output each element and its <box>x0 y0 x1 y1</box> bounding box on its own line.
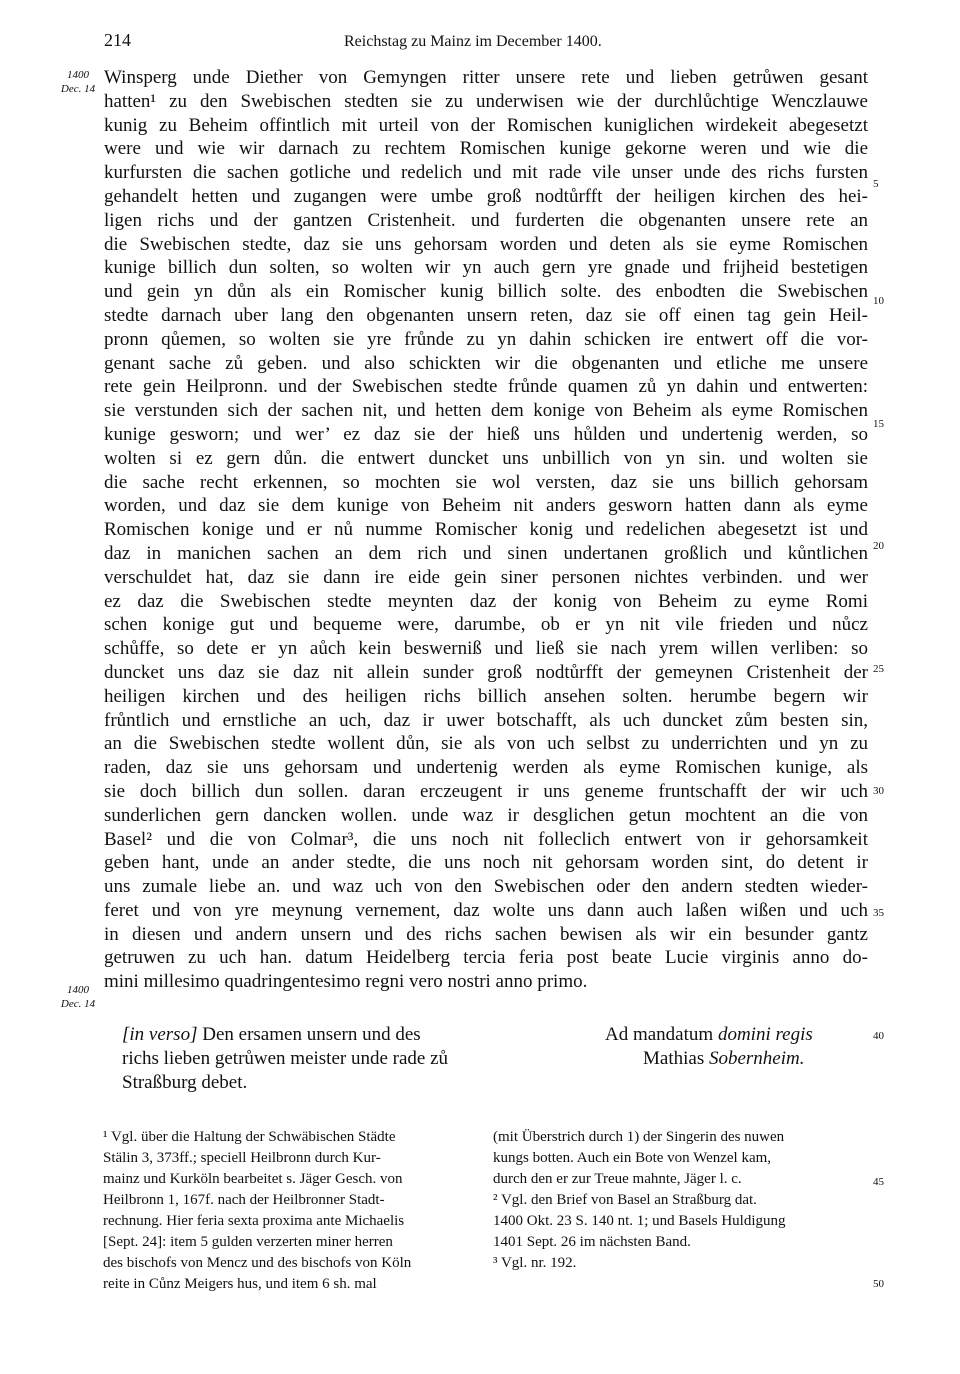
signatory-line <box>605 1047 813 1071</box>
body-line: duncket uns daz sie daz nit allein sunder groß nodtůrfft der gemeynen Cristenheit der <box>104 661 868 683</box>
footnote-line: des bischofs von Mencz und des bischofs von Köln <box>103 1255 412 1271</box>
footnote-line: Heilbronn 1, 167f. nach der Heilbronner Stadt- <box>103 1192 385 1208</box>
margin-date-top <box>58 68 98 96</box>
footnotes-left <box>103 1127 473 1295</box>
body-line: getruwen zu uch han. datum Heidelberg tercia feria post beate Lucie virginis anno do- <box>104 947 868 969</box>
body-line: pronn qůemen, so wolten sie yre frůnde zu yn dahin schicken ire entwert off die vor- <box>104 328 868 350</box>
footnote-line: (mit Überstrich durch 1) der Singerin des nuwen <box>493 1129 785 1145</box>
body-line: worden, und daz sie dem kunige von Beheim nit anders gesworn hatten dann als eyme <box>104 495 868 517</box>
line-number: 35 <box>873 907 884 919</box>
body-line: verschuldet hat, daz sie dann ire eide gein siner personen nichtes verbinden. und wer <box>104 566 868 588</box>
body-line: kunige billich dun solten, so wolten wir yn auch gern yre gnade und frijheid bestetigen <box>104 257 868 279</box>
signatory-last: Sobernheim. <box>708 1048 805 1069</box>
margin-date-year: 1400 <box>67 984 89 996</box>
body-line: were und wie wir darnach zu rechtem Romischen kunige gekorne weren und wie die <box>104 138 868 160</box>
address-line <box>122 1023 512 1047</box>
address-line: richs lieben getrůwen meister unde rade zů <box>122 1048 449 1069</box>
line-number: 20 <box>873 540 884 552</box>
mandate-line <box>605 1023 813 1047</box>
body-line: kunig zu Beheim offintlich mit urteil von der Romischen kuniglichen wirdekeit abegesetzt <box>104 114 868 136</box>
body-line: uns zumale liebe an. und waz uch von den Swebischen oder den andern stedten wieder- <box>104 876 868 898</box>
address-block <box>122 1023 512 1095</box>
body-line: gehandelt hetten und zugangen were umbe groß nodtůrfft der heiligen kirchen des hei- <box>104 185 868 207</box>
body-line: an die Swebischen stedte wollent důn, sie als von uch selbst zu underrichten und yn zu <box>104 733 868 755</box>
body-line: mini millesimo quadringentesimo regni vero nostri anno primo. <box>104 971 588 993</box>
mandate-block <box>605 1023 813 1071</box>
line-number: 30 <box>873 785 884 797</box>
body-line: raden, daz sie uns gehorsam und undertenig werden als eyme Romischen kunige, als <box>104 757 868 779</box>
letter-body <box>104 66 868 994</box>
footnote-line: Stälin 3, 373ff.; speciell Heilbronn durch Kur- <box>103 1150 381 1166</box>
line-number: 45 <box>873 1176 884 1188</box>
page-number: 214 <box>104 30 131 50</box>
body-line: frůntlich und ernstliche an uch, daz ir uwer botschafft, als uch duncket zům besten sin, <box>104 709 868 731</box>
body-line: Romischen konige und er nů numme Romischer konig und redelichen abegesetzt ist und <box>104 519 868 541</box>
body-line: Winsperg unde Diether von Gemyngen ritter unsere rete und lieben getrůwen gesant <box>104 67 868 88</box>
address-line: Straßburg debet. <box>122 1072 248 1093</box>
body-line: heiligen kirchen und des heiligen richs billich ansehen solten. herumbe begern wir <box>104 685 868 707</box>
body-line: sie doch billich dun sollen. daran erczeugent ir uns geneme fruntschafft der wir uch <box>104 780 868 802</box>
body-line: die sache recht erkennen, so mochten sie wol versten, daz sie uns billich gehorsam <box>104 471 868 493</box>
footnote-line: 1400 Okt. 23 S. 140 nt. 1; und Basels Huldigung <box>493 1213 786 1229</box>
mandate-italic: domini regis <box>717 1024 813 1045</box>
margin-date-year: 1400 <box>67 69 89 81</box>
body-line: und gein yn důn als ein Romischer kunig billich solte. des enbodten die Swebischen <box>104 281 868 303</box>
body-line: hatten¹ zu den Swebischen stedten sie zu underwisen wie der durchlůchtige Wenczlauwe <box>104 90 868 112</box>
line-number: 25 <box>873 663 884 675</box>
body-line: in diesen und andern unsern und des richs sachen bewisen als wir ein besunder gantz <box>104 923 868 945</box>
footnote-line: ³ Vgl. nr. 192. <box>493 1255 577 1271</box>
body-line: sunderlichen gern dancken wollen. unde waz ir desglichen getun mochtent an die von <box>104 804 868 826</box>
footnote-line: [Sept. 24]: item 5 gulden verzerten miner herren <box>103 1234 393 1250</box>
margin-date-day: Dec. 14 <box>60 83 96 95</box>
footnote-line: ¹ Vgl. über die Haltung der Schwäbischen Städte <box>103 1129 396 1145</box>
line-number: 50 <box>873 1278 884 1290</box>
footnote-line: ² Vgl. den Brief von Basel an Straßburg dat. <box>493 1192 757 1208</box>
body-line: schen konige gut und bequeme were, darumbe, ob er yn nit vile frieden und nůcz <box>104 614 868 636</box>
footnotes-right <box>493 1127 866 1274</box>
running-title: Reichstag zu Mainz im December 1400. <box>344 33 602 50</box>
footnote-line: kungs botten. Auch ein Bote von Wenzel kam, <box>493 1150 772 1166</box>
body-line: daz in manichen sachen an dem rich und sinen undertanen großlich und kůntlichen <box>104 542 868 564</box>
body-line: kunige gesworn; und wer’ ez daz sie der hieß uns hůlden und undertenig werden, so <box>104 423 868 445</box>
footnote-line: reite in Cůnz Meigers hus, und item 6 sh. mal <box>103 1276 377 1292</box>
margin-date-bottom <box>58 983 98 1011</box>
body-line: die Swebischen stedte, daz sie uns gehorsam worden und deten als sie eyme Romischen <box>104 233 868 255</box>
body-line: sie verstunden sich der sachen nit, und hetten dem konige von Beheim als eyme Romischen <box>104 400 868 422</box>
body-line: ligen richs und der gantzen Cristenheit. und furderten die obgenanten unsere rete an <box>104 209 868 231</box>
body-line: genant sache zů geben. und also schickten wir die obgenanten und etliche me unsere <box>104 352 868 374</box>
address-text: Den ersamen unsern und des <box>202 1024 421 1045</box>
body-line: kurfursten die sachen gotliche und redelich und mit rade vile unser unde des richs fursten <box>104 162 868 184</box>
footnote-line: durch den er zur Treue mahnte, Jäger l. c. <box>493 1171 742 1187</box>
footnote-line: 1401 Sept. 26 im nächsten Band. <box>493 1234 691 1250</box>
body-line: schůffe, so dete er yn aůch kein beswerniß und ließ sie nach yrem willen verliben: so <box>104 638 868 660</box>
mandate-prefix: Ad mandatum <box>605 1024 714 1045</box>
signatory-first: Mathias <box>643 1048 705 1069</box>
line-number: 5 <box>873 178 879 190</box>
margin-date-day: Dec. 14 <box>60 998 96 1010</box>
body-line: geben hant, unde an ander stedte, die uns noch nit gehorsam worden sint, do detent ir <box>104 852 868 874</box>
footnote-line: mainz und Kurköln bearbeitet s. Jäger Gesch. von <box>103 1171 403 1187</box>
footnote-line: rechnung. Hier feria sexta proxima ante Michaelis <box>103 1213 405 1229</box>
line-number: 40 <box>873 1030 884 1042</box>
line-number: 10 <box>873 295 884 307</box>
body-line: feret und von yre meynung vernement, daz wolte uns dann auch laßen wißen und uch <box>104 899 868 921</box>
body-line: stedte darnach uber lang den obgenanten unsern reten, daz sie off einen tag gein Heil- <box>104 304 868 326</box>
body-line: ez daz die Swebischen stedte meynten daz der konig von Beheim zu eyme Romi <box>104 590 868 612</box>
body-line: rete gein Heilpronn. und der Swebischen stedte frůnde quamen zů yn dahin und entwerten: <box>104 376 868 398</box>
address-note: [in verso] <box>122 1024 198 1045</box>
line-number: 15 <box>873 418 884 430</box>
body-line: wolten si ez gern důn. die entwert duncket uns unbillich von yn sin. und wolten sie <box>104 447 868 469</box>
body-line: Basel² und die von Colmar³, die uns noch nit folleclich entwert von ir gehorsamkeit <box>104 828 868 850</box>
